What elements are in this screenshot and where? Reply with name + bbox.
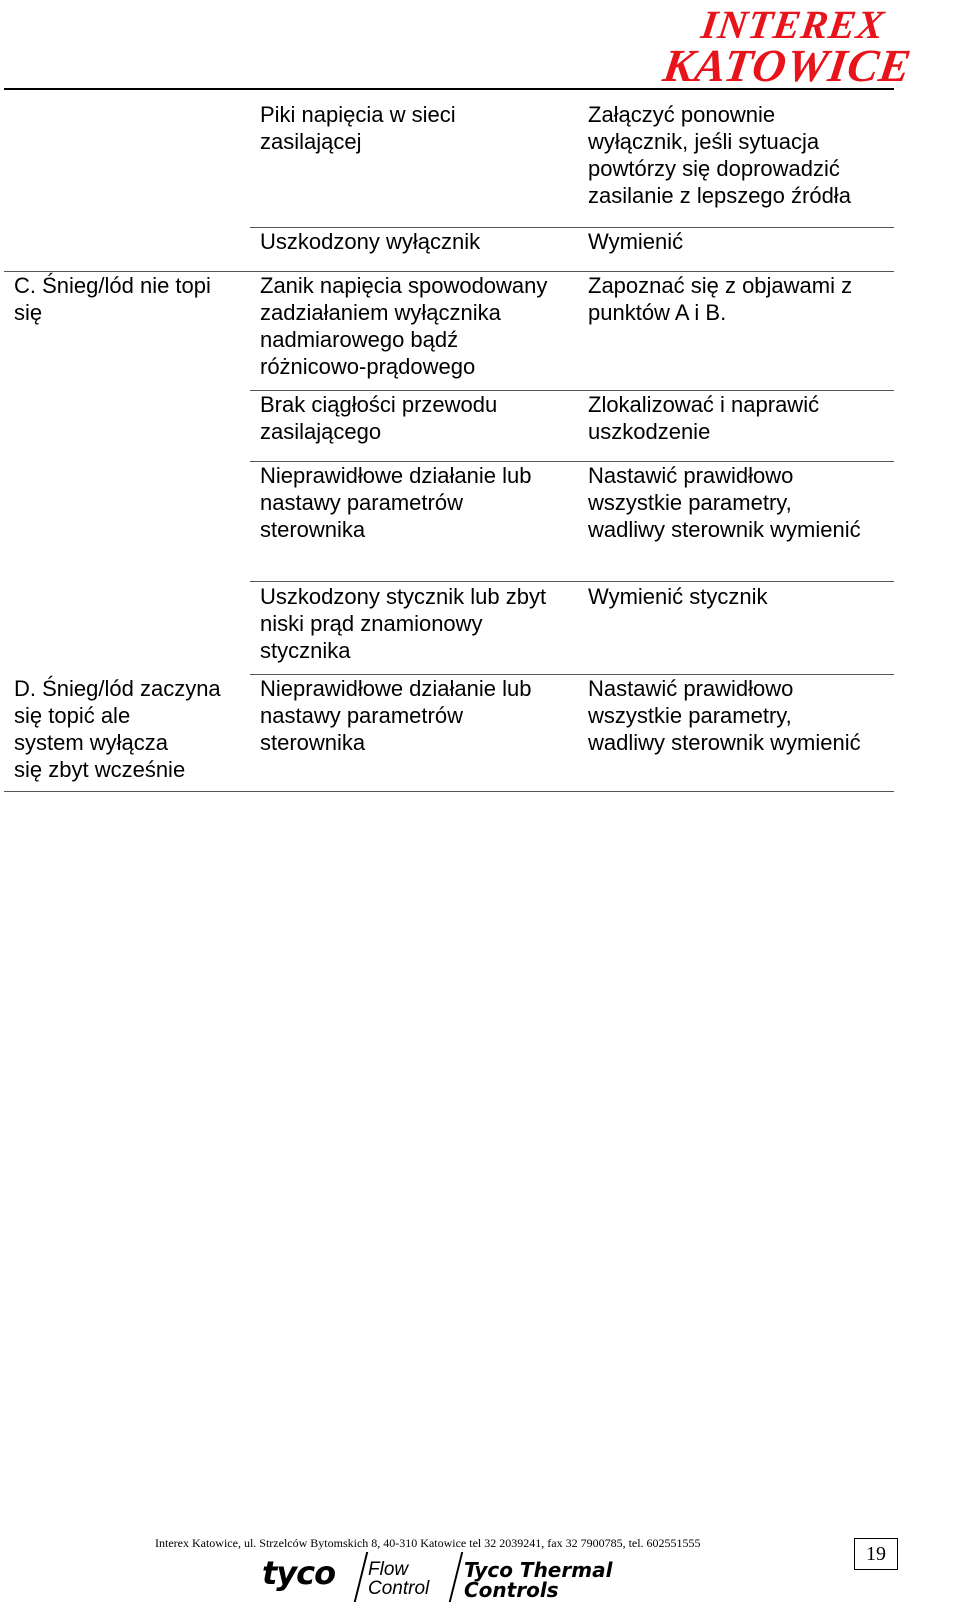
- logo-divider: [449, 1552, 463, 1602]
- header-rule: [4, 88, 894, 90]
- table-cell-cause: Uszkodzony wyłącznik: [260, 229, 481, 254]
- table-cell-cause: Brak ciągłości przewodu zasilającego: [260, 392, 498, 444]
- table-cell-cause: Piki napięcia w sieci zasilającej: [260, 102, 456, 154]
- table-cell-action: Załączyć ponownie wyłącznik, jeśli sytuacja powtórzy się doprowadzić zasilanie z lepszego źródła: [588, 102, 851, 208]
- footer-address: Interex Katowice, ul. Strzelców Bytomskich 8, 40-310 Katowice tel 32 2039241, fax 32 7900785, tel. 602551555: [155, 1536, 701, 1550]
- page-number: 19: [854, 1538, 898, 1570]
- tyco-logo: tyco: [262, 1554, 336, 1592]
- logo-line-2: KATOWICE: [660, 40, 915, 91]
- logo-divider: [354, 1552, 368, 1602]
- table-cell-symptom: D. Śnieg/lód zaczyna się topić ale system wyłącza się zbyt wcześnie: [14, 676, 221, 782]
- table-cell-action: Zapoznać się z objawami z punktów A i B.: [588, 273, 853, 325]
- table-cell-action: Zlokalizować i naprawić uszkodzenie: [588, 392, 820, 444]
- table-cell-symptom: C. Śnieg/lód nie topi się: [14, 273, 211, 325]
- logo-line-1: INTEREX: [698, 2, 888, 47]
- flow-control-logo: Flow Control: [368, 1559, 430, 1599]
- table-cell-cause: Nieprawidłowe działanie lub nastawy parametrów sterownika: [260, 463, 532, 542]
- table-cell-action: Nastawić prawidłowo wszystkie parametry, wadliwy sterownik wymienić: [588, 676, 861, 755]
- table-cell-action: Wymienić: [588, 229, 684, 254]
- table-cell-action: Wymienić stycznik: [588, 584, 768, 609]
- row-divider: [250, 581, 894, 582]
- table-cell-cause: Nieprawidłowe działanie lub nastawy parametrów sterownika: [260, 676, 532, 755]
- interex-katowice-logo: [644, 2, 935, 91]
- table-bottom-rule: [4, 791, 894, 792]
- table-cell-cause: Zanik napięcia spowodowany zadziałaniem wyłącznika nadmiarowego bądź różnicowo-prądowego: [260, 273, 548, 379]
- table-cell-action: Nastawić prawidłowo wszystkie parametry, wadliwy sterownik wymienić: [588, 463, 861, 542]
- table-cell-cause: Uszkodzony stycznik lub zbyt niski prąd znamionowy stycznika: [260, 584, 547, 663]
- tyco-thermal-controls-logo: Tyco Thermal Controls: [464, 1558, 613, 1602]
